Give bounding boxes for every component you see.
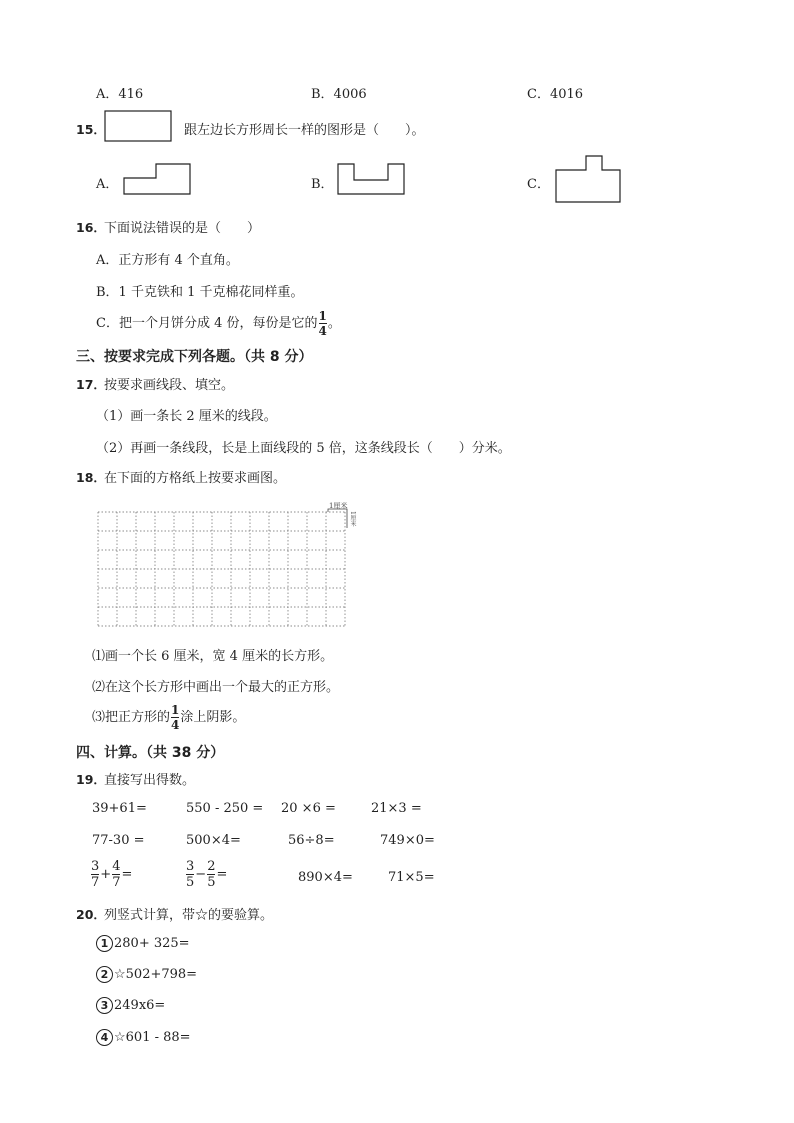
q16-fraction: $\frac{1}{4}$ bbox=[318, 309, 327, 338]
unit-label-vertical: 1厘米 bbox=[349, 511, 356, 527]
q19-number: 19． bbox=[76, 772, 106, 787]
calc-item: 71×5= bbox=[388, 870, 435, 885]
q20-item: 2 ☆502+798= bbox=[96, 966, 197, 983]
circled-number: 1 bbox=[96, 935, 113, 952]
q15-option-a-label: A． bbox=[96, 177, 119, 192]
calc-item: 749×0= bbox=[380, 833, 435, 848]
q15-rectangle-figure bbox=[104, 110, 174, 142]
circled-number: 4 bbox=[96, 1029, 113, 1046]
q16-option-a: A．正方形有 4 个直角。 bbox=[96, 253, 239, 268]
calc-item: 56÷8= bbox=[288, 833, 335, 848]
q17-text: 按要求画线段、填空。 bbox=[104, 378, 235, 393]
calc-item: 39+61= bbox=[92, 801, 147, 816]
q15-option-c-shape bbox=[554, 154, 626, 206]
q18-part-1: ⑴画一个长 6 厘米，宽 4 厘米的长方形。 bbox=[92, 649, 334, 664]
calc-item: 77-30 = bbox=[92, 833, 145, 848]
q20-item: 4 ☆601 - 88= bbox=[96, 1029, 191, 1046]
q18-part-3: ⑶把正方形的 $\frac{1}{4}$ 涂上阴影。 bbox=[92, 703, 246, 732]
calc-item: 21×3 = bbox=[371, 801, 422, 816]
q20-number: 20． bbox=[76, 907, 106, 922]
q16-number: 16． bbox=[76, 220, 106, 235]
q18-part-2: ⑵在这个长方形中画出一个最大的正方形。 bbox=[92, 680, 340, 695]
calc-fraction-sum: $\frac{3}{7}$ + $\frac{4}{7}$ = bbox=[91, 859, 133, 890]
q20-item: 3 249x6= bbox=[96, 997, 165, 1014]
q15-option-c-label: C． bbox=[527, 177, 550, 192]
q17-part-2: （2）再画一条线段，长是上面线段的 5 倍，这条线段长（ ）分米。 bbox=[96, 441, 511, 456]
q17-part-1: （1）画一条长 2 厘米的线段。 bbox=[96, 409, 277, 424]
section-3-heading: 三、按要求完成下列各题。（共 8 分） bbox=[76, 349, 313, 365]
q15-option-b-label: B． bbox=[311, 177, 334, 192]
circled-number: 3 bbox=[96, 997, 113, 1014]
circled-number: 2 bbox=[96, 966, 113, 983]
calc-item: 500×4= bbox=[186, 833, 241, 848]
grid-paper bbox=[98, 512, 348, 626]
calc-item: 20 ×6 = bbox=[281, 801, 336, 816]
calc-fraction-difference: $\frac{3}{5}$ − $\frac{2}{5}$ = bbox=[186, 859, 228, 890]
q16-option-c-text: C．把一个月饼分成 4 份，每份是它的 bbox=[96, 316, 318, 331]
q19-text: 直接写出得数。 bbox=[104, 773, 196, 788]
q16-option-c: C．把一个月饼分成 4 份，每份是它的 $\frac{1}{4}$ 。 bbox=[96, 309, 341, 338]
q15-number: 15． bbox=[76, 122, 106, 137]
section-4-heading: 四、计算。（共 38 分） bbox=[76, 745, 225, 761]
q20-item: 1 280+ 325= bbox=[96, 935, 190, 952]
q18-fraction: $\frac{1}{4}$ bbox=[171, 703, 180, 732]
q18-number: 18． bbox=[76, 470, 106, 485]
q16-text: 下面说法错误的是（ ） bbox=[104, 221, 261, 236]
q14-option-c: C．4016 bbox=[527, 87, 584, 102]
q18-text: 在下面的方格纸上按要求画图。 bbox=[104, 471, 287, 486]
q17-number: 17． bbox=[76, 377, 106, 392]
calc-item: 890×4= bbox=[298, 870, 353, 885]
q15-option-b-shape bbox=[334, 160, 408, 196]
calc-item: 550 - 250 = bbox=[186, 801, 264, 816]
q18-part-3-text: ⑶把正方形的 bbox=[92, 710, 171, 725]
q15-text: 跟左边长方形周长一样的图形是（ ）。 bbox=[184, 123, 425, 138]
unit-label-horizontal: 1厘米 bbox=[329, 502, 348, 510]
q14-option-b: B．4006 bbox=[311, 87, 367, 102]
q15-option-a-shape bbox=[120, 160, 194, 196]
q14-option-a: A．416 bbox=[96, 87, 144, 102]
q20-text: 列竖式计算，带☆的要验算。 bbox=[104, 908, 274, 923]
q16-option-b: B．1 千克铁和 1 千克棉花同样重。 bbox=[96, 285, 304, 300]
